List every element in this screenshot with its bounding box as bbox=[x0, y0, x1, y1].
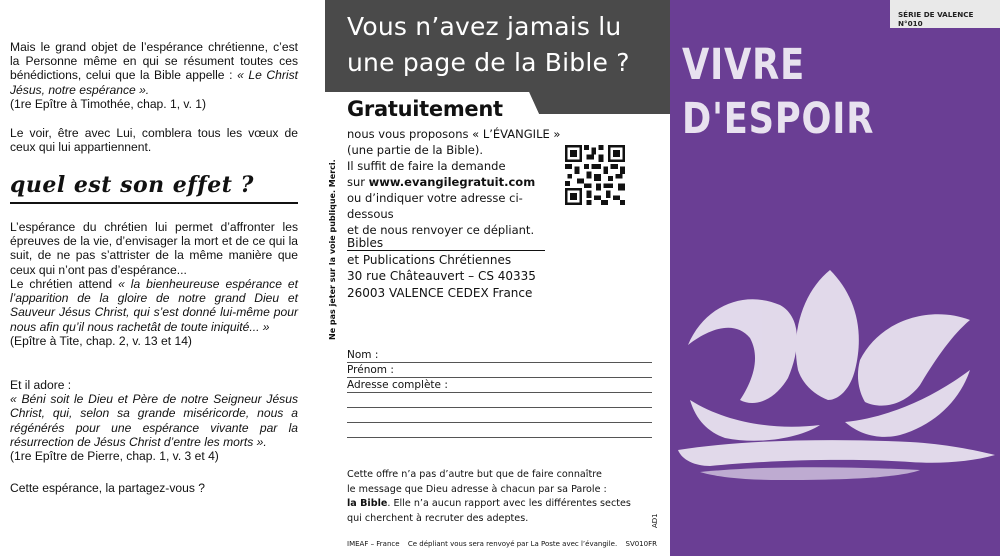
mailing-address bbox=[347, 235, 572, 301]
heading-underline bbox=[10, 202, 298, 204]
offer-line: (une partie de la Bible). bbox=[347, 143, 484, 157]
address-line: Bibles bbox=[347, 236, 384, 250]
paragraph-1 bbox=[10, 40, 298, 111]
headline-line-1: Vous n’avez jamais lu bbox=[347, 12, 622, 41]
offer-line: et de nous renvoyer ce dépliant. bbox=[347, 223, 535, 237]
address-divider bbox=[347, 250, 545, 251]
lotus-flower-icon bbox=[670, 250, 1000, 540]
paragraph-5 bbox=[10, 378, 298, 463]
address-label: Adresse complète : bbox=[347, 379, 448, 391]
section-heading: quel est son effet ? bbox=[10, 172, 254, 198]
disclaimer bbox=[347, 468, 647, 526]
first-name-label: Prénom : bbox=[347, 364, 394, 376]
offer-line: ou d’indiquer votre adresse ci-dessous bbox=[347, 191, 523, 221]
name-label: Nom : bbox=[347, 349, 379, 361]
website-link[interactable]: www.evangilegratuit.com bbox=[368, 175, 536, 189]
paragraph-4 bbox=[10, 277, 298, 348]
paragraph-5-lead: Et il adore : bbox=[10, 378, 72, 392]
cover-title-line-1: VIVRE bbox=[682, 40, 806, 90]
address-line-4[interactable] bbox=[347, 423, 652, 438]
headline-line-2: une page de la Bible ? bbox=[347, 48, 630, 77]
paragraph-1-ref: (1re Epître à Timothée, chap. 1, v. 1) bbox=[10, 96, 207, 111]
paragraph-1-quote: « Le Christ Jésus, notre espérance ». bbox=[10, 68, 298, 97]
paragraph-1-text: Mais le grand objet de l’espérance chrétienne, c’est la Personne même en qui se résument toutes ces bénédictions, celui que la Bible appelle : bbox=[10, 40, 298, 83]
vertical-littering-note: Ne pas jeter sur la voie publique. Merci. bbox=[328, 159, 337, 340]
vertical-code: AD1 bbox=[651, 513, 659, 528]
first-name-field[interactable] bbox=[347, 363, 652, 378]
footer-publisher: IMEAF – France bbox=[347, 540, 400, 548]
left-panel bbox=[0, 0, 325, 556]
paragraph-4-quote: « la bienheureuse espérance et l’apparition de la gloire de notre grand Dieu et Sauveur Jésus Christ, qui s’est donné lui-même pour nous afin qu’il nous rachetât de toute iniquité... » bbox=[10, 277, 298, 334]
paragraph-5-ref: (1re Epître de Pierre, chap. 1, v. 3 et 4) bbox=[10, 449, 219, 464]
disclaimer-line: qui cherchent à recruter des adeptes. bbox=[347, 512, 529, 524]
request-form bbox=[347, 348, 652, 438]
disclaimer-line bbox=[347, 497, 647, 512]
paragraph-6: Cette espérance, la partagez-vous ? bbox=[10, 481, 205, 495]
series-label: SÉRIE DE VALENCE N°010 bbox=[890, 0, 1000, 28]
cover-title-line-2: D'ESPOIR bbox=[682, 94, 875, 144]
disclaimer-line: le message que Dieu adresse à chacun par sa Parole : bbox=[347, 483, 607, 495]
offer-line bbox=[347, 174, 562, 190]
paragraph-2: Le voir, être avec Lui, comblera tous les vœux de ceux qui lui appartiennent. bbox=[10, 126, 298, 155]
offer-prefix: sur bbox=[347, 175, 369, 189]
name-field[interactable] bbox=[347, 348, 652, 363]
disclaimer-rest: . Elle n’a aucun rapport avec les différentes sectes bbox=[387, 498, 631, 509]
headline-banner bbox=[325, 0, 670, 92]
middle-panel bbox=[325, 0, 670, 556]
offer-line: nous vous proposons « L’ÉVANGILE » bbox=[347, 127, 561, 141]
free-heading: Gratuitement bbox=[347, 97, 503, 121]
address-line-3[interactable] bbox=[347, 408, 652, 423]
disclaimer-line: Cette offre n’a pas d’autre but que de faire connaître bbox=[347, 469, 602, 480]
qr-code-icon[interactable] bbox=[565, 145, 625, 205]
cover-panel bbox=[670, 0, 1000, 556]
paragraph-4-ref: (Epître à Tite, chap. 2, v. 13 et 14) bbox=[10, 333, 192, 348]
address-line: 26003 VALENCE CEDEX France bbox=[347, 285, 533, 300]
paragraph-4-lead: Le chrétien attend bbox=[10, 277, 113, 291]
address-line-2[interactable] bbox=[347, 393, 652, 408]
footer bbox=[347, 540, 657, 548]
address-line: 30 rue Châteauvert – CS 40335 bbox=[347, 269, 536, 283]
paragraph-3: L’espérance du chrétien lui permet d’affronter les épreuves de la vie, d’envisager la mort et de ce qui la suit, de ne pas s’attrister de la même manière que ceux qui n’ont pas d’espérance... bbox=[10, 220, 298, 277]
offer-text bbox=[347, 126, 562, 238]
paragraph-5-quote: « Béni soit le Dieu et Père de notre Seigneur Jésus Christ, qui, selon sa grande miséricorde, nous a régénérés pour une espérance vivante par la résurrection de Jésus Christ d’entre les morts ». bbox=[10, 392, 298, 449]
address-field[interactable] bbox=[347, 378, 652, 393]
footer-note: Ce dépliant vous sera renvoyé par La Poste avec l’évangile. bbox=[407, 540, 618, 548]
bible-emphasis: la Bible bbox=[347, 498, 388, 509]
footer-code: SV010FR bbox=[625, 540, 657, 548]
address-line: et Publications Chrétiennes bbox=[347, 252, 512, 267]
offer-line: Il suffit de faire la demande bbox=[347, 159, 506, 173]
